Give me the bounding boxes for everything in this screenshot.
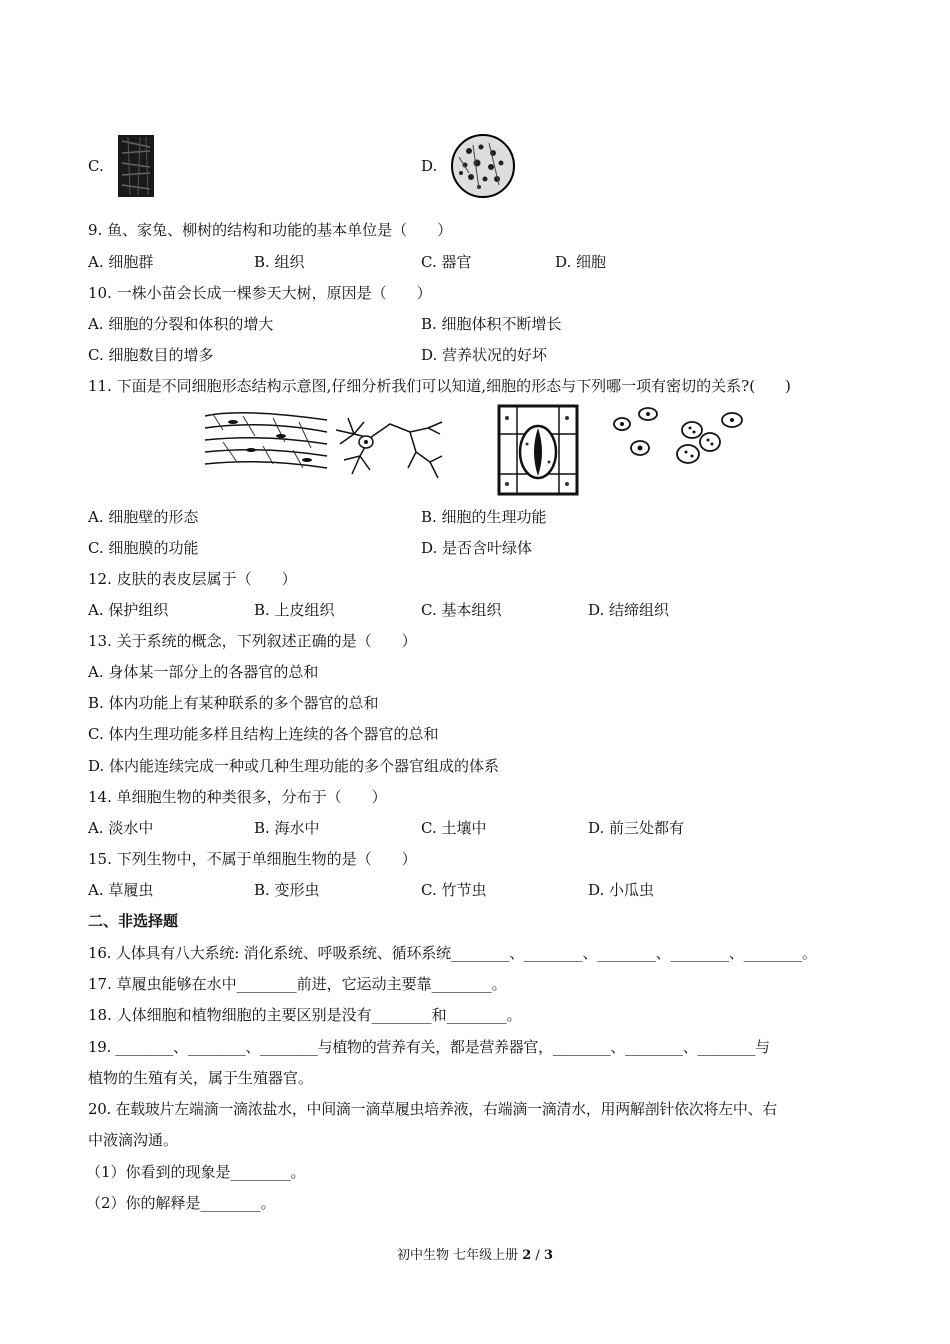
- q11-stem: 11. 下面是不同细胞形态结构示意图,仔细分析我们可以知道,细胞的形态与下列哪一项有密切的关系?( ): [88, 377, 791, 395]
- q13-option-b: B. 体内功能上有某种联系的多个器官的总和: [88, 694, 379, 712]
- q13-stem: 13. 关于系统的概念，下列叙述正确的是（ ）: [88, 632, 417, 650]
- neuron-illustration: [330, 404, 450, 486]
- footer-text: 初中生物 七年级上册: [396, 1248, 523, 1263]
- q20-line-1: 20. 在载玻片左端滴一滴浓盐水，中间滴一滴草履虫培养液，右端滴一滴清水，用两解剖针依次将左中、右: [88, 1100, 777, 1118]
- q15-option-d: D. 小瓜虫: [588, 881, 655, 899]
- q12-option-b: B. 上皮组织: [254, 601, 335, 619]
- section-2-heading: 二、非选择题: [88, 912, 179, 930]
- q18: 18. 人体细胞和植物细胞的主要区别是没有________和________。: [88, 1006, 522, 1024]
- q20-line-2: 中液滴沟通。: [88, 1131, 179, 1149]
- q15-option-c: C. 竹节虫: [421, 881, 487, 899]
- q12-option-a: A. 保护组织: [88, 601, 169, 619]
- q12-option-c: C. 基本组织: [421, 601, 502, 619]
- q11-option-c: C. 细胞膜的功能: [88, 539, 199, 557]
- q10-stem: 10. 一株小苗会长成一棵参天大树，原因是（ ）: [88, 284, 432, 302]
- q11-option-b: B. 细胞的生理功能: [421, 508, 547, 526]
- footer-page-number: 2: [522, 1248, 532, 1263]
- q10-option-d: D. 营养状况的好坏: [421, 346, 548, 364]
- q13-option-a: A. 身体某一部分上的各器官的总和: [88, 663, 319, 681]
- q13-option-c: C. 体内生理功能多样且结构上连续的各个器官的总和: [88, 725, 439, 743]
- plant-cell-illustration: [497, 404, 579, 496]
- q8-option-c-label: C.: [88, 157, 104, 175]
- q9-option-d: D. 细胞: [555, 253, 607, 271]
- q9-option-a: A. 细胞群: [88, 253, 154, 271]
- q15-option-a: A. 草履虫: [88, 881, 154, 899]
- q9-option-c: C. 器官: [421, 253, 472, 271]
- q17: 17. 草履虫能够在水中________前进，它运动主要靠________。: [88, 975, 507, 993]
- q14-option-d: D. 前三处都有: [588, 819, 685, 837]
- q14-option-a: A. 淡水中: [88, 819, 154, 837]
- q20-sub-2: （2）你的解释是________。: [86, 1194, 276, 1212]
- q8-option-c-image: [116, 133, 156, 199]
- q16: 16. 人体具有八大系统: 消化系统、呼吸系统、循环系统________、________、________、________、________。: [88, 944, 817, 962]
- q11-option-a: A. 细胞壁的形态: [88, 508, 199, 526]
- page-footer: [0, 1247, 950, 1265]
- q9-stem: 9. 鱼、家兔、柳树的结构和功能的基本单位是（ ）: [88, 221, 453, 239]
- q11-option-d: D. 是否含叶绿体: [421, 539, 533, 557]
- q19-line-2: 植物的生殖有关，属于生殖器官。: [88, 1069, 314, 1087]
- q13-option-d: D. 体内能连续完成一种或几种生理功能的多个器官组成的体系: [88, 757, 500, 775]
- q10-option-a: A. 细胞的分裂和体积的增大: [88, 315, 274, 333]
- blood-cells-illustration: [612, 404, 744, 474]
- q10-option-c: C. 细胞数目的增多: [88, 346, 214, 364]
- q19-line-1: 19. ________、________、________与植物的营养有关，都是营养器官，________、________、________与: [88, 1038, 770, 1056]
- footer-separator: /: [531, 1248, 544, 1263]
- q12-stem: 12. 皮肤的表皮层属于（ ）: [88, 570, 297, 588]
- q15-option-b: B. 变形虫: [254, 881, 320, 899]
- footer-total-pages: 3: [543, 1248, 553, 1263]
- muscle-cells-illustration: [203, 406, 329, 472]
- q14-option-b: B. 海水中: [254, 819, 320, 837]
- q9-option-b: B. 组织: [254, 253, 305, 271]
- q14-option-c: C. 土壤中: [421, 819, 487, 837]
- q15-stem: 15. 下列生物中，不属于单细胞生物的是（ ）: [88, 850, 417, 868]
- q12-option-d: D. 结缔组织: [588, 601, 670, 619]
- q10-option-b: B. 细胞体积不断增长: [421, 315, 562, 333]
- q8-option-d-label: D.: [421, 157, 438, 175]
- q20-sub-1: （1）你看到的现象是________。: [86, 1163, 306, 1181]
- q8-option-d-image: [449, 133, 517, 199]
- q14-stem: 14. 单细胞生物的种类很多，分布于（ ）: [88, 788, 387, 806]
